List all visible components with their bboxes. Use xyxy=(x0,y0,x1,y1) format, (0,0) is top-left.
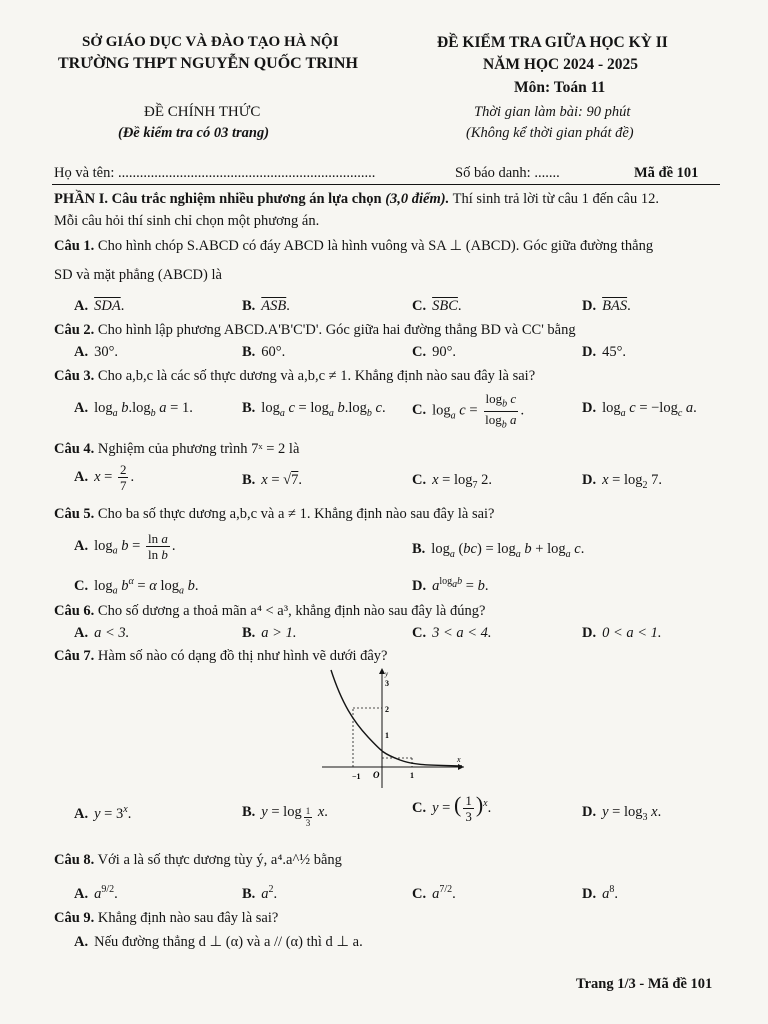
q4-option-b[interactable]: B. x = √7. xyxy=(242,472,302,488)
option-letter: D. xyxy=(412,577,427,594)
option-letter: C. xyxy=(412,344,427,360)
question-1 xyxy=(54,238,653,255)
option-letter: D. xyxy=(582,804,597,820)
option-value: 60°. xyxy=(261,344,286,360)
question-5-text: Cho ba số thực dương a,b,c và a ≠ 1. Khẳng định nào sau đây là sai? xyxy=(97,506,495,522)
option-letter: C. xyxy=(412,885,427,902)
option-letter: A. xyxy=(74,934,89,950)
q3-option-c[interactable]: C. $\log_a c$ = $\frac{\log_b c}{\log_b a}$ . xyxy=(412,391,525,431)
option-value: a < 3. xyxy=(94,625,130,641)
school-name: TRƯỜNG THPT NGUYỄN QUỐC TRINH xyxy=(58,55,358,72)
question-7 xyxy=(54,648,388,665)
q5-option-c[interactable]: C. $\log_a b^\alpha = \alpha$ $\log_a b$. xyxy=(74,576,199,597)
question-8-label: Câu 8. xyxy=(54,852,95,868)
option-letter: A. xyxy=(74,400,89,416)
y-tick-3: 3 xyxy=(385,679,389,688)
question-6-label: Câu 6. xyxy=(54,603,95,619)
school-year: NĂM HỌC 2024 - 2025 xyxy=(483,56,638,73)
question-3 xyxy=(54,368,535,385)
question-2 xyxy=(54,322,576,339)
option-letter: B. xyxy=(242,400,256,416)
option-letter: B. xyxy=(242,298,256,314)
q5-option-a[interactable]: A. $\log_a b$ = $\frac{\text{ln a}}{\text{ln b}}$ . xyxy=(74,531,176,562)
option-letter: A. xyxy=(74,537,89,554)
q7-option-d[interactable]: D. $y = \log_3 x$. xyxy=(582,804,662,823)
question-8 xyxy=(54,852,342,869)
option-value: 90°. xyxy=(432,344,457,360)
exponential-curve xyxy=(331,670,462,766)
option-letter: C. xyxy=(412,402,427,419)
option-letter: C. xyxy=(412,625,427,641)
option-letter: C. xyxy=(412,472,427,488)
part1-heading-line xyxy=(54,191,659,208)
option-value: $\overline{ASB}$ xyxy=(261,298,287,314)
option-value: Nếu đường thẳng d ⊥ (α) và a // (α) thì d ⊥ a. xyxy=(94,934,363,950)
official-label: ĐỀ CHÍNH THỨC xyxy=(144,104,261,120)
pages-note: (Đề kiểm tra có 03 trang) xyxy=(118,125,270,141)
x-tick-minus1: −1 xyxy=(352,772,361,781)
option-value: $\overline{BAS}$ xyxy=(602,298,628,314)
question-9-label: Câu 9. xyxy=(54,910,95,926)
option-letter: D. xyxy=(582,472,597,488)
option-value: 30°. xyxy=(94,344,119,360)
q1-option-d[interactable]: D. $\overline{BAS}$. xyxy=(582,298,631,314)
option-letter: D. xyxy=(582,400,597,416)
exam-code: Mã đề 101 xyxy=(634,165,699,181)
question-7-text: Hàm số nào có dạng đồ thị như hình vẽ dưới đây? xyxy=(97,648,388,664)
option-value: $\overline{SDA}$ xyxy=(94,298,121,314)
question-9-text: Khẳng định nào sau đây là sai? xyxy=(97,910,279,926)
q1-option-b[interactable]: B. $\overline{ASB}$. xyxy=(242,298,290,314)
question-1-label: Câu 1. xyxy=(54,238,95,254)
q4-option-a[interactable]: A. x = $\frac{2}{7}$ . xyxy=(74,462,135,493)
q7-option-c[interactable]: C. y = ( $\frac{1}{3}$ )$^x$. xyxy=(412,792,492,825)
question-9 xyxy=(54,910,278,927)
x-axis-arrow xyxy=(458,764,464,770)
option-letter: A. xyxy=(74,344,89,360)
part1-points: (3,0 điểm). xyxy=(385,191,450,207)
q1-option-a[interactable]: A. $\overline{SDA}$. xyxy=(74,298,125,314)
option-letter: A. xyxy=(74,468,89,485)
time-limit: Thời gian làm bài: 90 phút xyxy=(474,104,631,120)
q5-option-b[interactable]: B. $\log_a (bc) = \log_a b + \log_a c$. xyxy=(412,541,585,560)
option-letter: D. xyxy=(582,344,597,360)
option-letter: D. xyxy=(582,885,597,902)
department-name: SỞ GIÁO DỤC VÀ ĐÀO TẠO HÀ NỘI xyxy=(82,34,339,50)
q8-option-b[interactable]: B. $a^2$. xyxy=(242,884,278,902)
q3-option-a[interactable]: A. $\log_a b.\log_b$ a = 1. xyxy=(74,400,193,419)
question-1-text-2: SD và mặt phẳng (ABCD) là xyxy=(54,267,222,283)
option-letter: B. xyxy=(242,804,256,820)
q4-option-c[interactable]: C. $x = \log_7 2$. xyxy=(412,472,493,491)
q7-option-b[interactable]: B. y = log $_{\frac{1}{3}}$ x. xyxy=(242,804,328,829)
q9-option-a[interactable] xyxy=(74,934,363,951)
q2-option-a[interactable] xyxy=(74,344,118,361)
question-6-text: Cho số dương a thoả mãn a⁴ < a³, khẳng định nào sau đây là đúng? xyxy=(97,603,486,619)
option-letter: B. xyxy=(242,472,256,488)
question-3-text: Cho a,b,c là các số thực dương và a,b,c ≠ 1. Khẳng định nào sau đây là sai? xyxy=(97,368,536,384)
part1-heading: PHẦN I. Câu trắc nghiệm nhiều phương án lựa chọn xyxy=(54,191,382,207)
option-letter: D. xyxy=(582,298,597,314)
option-letter: B. xyxy=(242,625,256,641)
q8-option-a[interactable]: A. $a^{9/2}$. xyxy=(74,884,118,902)
q2-option-b[interactable] xyxy=(242,344,285,361)
question-3-label: Câu 3. xyxy=(54,368,95,384)
question-5 xyxy=(54,506,495,523)
option-value: $\overline{SBC}$ xyxy=(432,298,458,314)
q3-option-b[interactable]: B. $\log_a c = \log_a b.\log_b$ c. xyxy=(242,400,386,419)
option-letter: C. xyxy=(412,800,427,816)
student-name-field: Họ và tên: ....................................................................... xyxy=(54,165,376,181)
question-8-text: Với a là số thực dương tùy ý, a⁴.a^½ bằng xyxy=(97,852,342,868)
question-4-text: Nghiệm của phương trình 7ˣ = 2 là xyxy=(97,441,300,457)
divider-line xyxy=(52,184,720,185)
origin-label: O xyxy=(373,770,380,780)
option-letter: D. xyxy=(582,625,597,641)
question-4-label: Câu 4. xyxy=(54,441,95,457)
q3-option-d[interactable]: D. $\log_a c = -\log_c$ a. xyxy=(582,400,697,419)
x-axis-label: x xyxy=(457,755,461,764)
option-letter: B. xyxy=(412,541,426,557)
option-value: 45°. xyxy=(602,344,627,360)
function-graph xyxy=(318,664,468,792)
option-letter: B. xyxy=(242,885,256,902)
question-1-text: Cho hình chóp S.ABCD có đáy ABCD là hình vuông và SA ⊥ (ABCD). Góc giữa đường thẳng xyxy=(97,238,654,254)
y-tick-1: 1 xyxy=(385,731,389,740)
q6-option-c[interactable] xyxy=(412,625,492,642)
q6-option-a[interactable] xyxy=(74,625,129,642)
q8-option-c[interactable]: C. $a^{7/2}$. xyxy=(412,884,456,902)
option-letter: C. xyxy=(412,298,427,314)
option-letter: A. xyxy=(74,625,89,641)
option-value: 0 < a < 1. xyxy=(602,625,662,641)
part1-instruction: Thí sinh trả lời từ câu 1 đến câu 12. xyxy=(449,191,659,207)
q2-option-d[interactable] xyxy=(582,344,626,361)
q7-option-a[interactable]: A. $y = 3^x$. xyxy=(74,804,132,822)
student-id-field: Số báo danh: ....... xyxy=(455,165,560,181)
option-letter: A. xyxy=(74,805,89,822)
question-2-label: Câu 2. xyxy=(54,322,95,338)
q5-option-d[interactable]: D. $a^{log_ab} = b$. xyxy=(412,576,489,594)
question-2-text: Cho hình lập phương ABCD.A'B'C'D'. Góc giữa hai đường thẳng BD và CC' bằng xyxy=(97,322,576,338)
q2-option-c[interactable] xyxy=(412,344,456,361)
q1-option-c[interactable]: C. $\overline{SBC}$. xyxy=(412,298,462,314)
time-note: (Không kể thời gian phát đề) xyxy=(466,125,634,141)
question-6 xyxy=(54,603,485,620)
question-7-label: Câu 7. xyxy=(54,648,95,664)
option-value: a > 1. xyxy=(261,625,297,641)
page-footer: Trang 1/3 - Mã đề 101 xyxy=(576,976,713,992)
q6-option-d[interactable] xyxy=(582,625,662,642)
option-letter: A. xyxy=(74,298,89,314)
q6-option-b[interactable] xyxy=(242,625,296,642)
q8-option-d[interactable]: D. $a^8$. xyxy=(582,884,618,902)
exam-title: ĐỀ KIỂM TRA GIỮA HỌC KỲ II xyxy=(437,34,668,51)
question-4 xyxy=(54,441,299,458)
option-letter: C. xyxy=(74,577,89,594)
y-axis-label: y xyxy=(385,670,389,678)
subject: Môn: Toán 11 xyxy=(514,79,606,96)
option-letter: A. xyxy=(74,885,89,902)
option-letter: B. xyxy=(242,344,256,360)
q4-option-d[interactable]: D. $x = \log_2 7$. xyxy=(582,472,663,491)
part1-instruction-2: Mỗi câu hỏi thí sinh chỉ chọn một phương án. xyxy=(54,213,320,229)
y-tick-2: 2 xyxy=(385,705,389,714)
x-tick-1: 1 xyxy=(410,771,414,780)
option-value: 3 < a < 4. xyxy=(432,625,492,641)
question-5-label: Câu 5. xyxy=(54,506,95,522)
